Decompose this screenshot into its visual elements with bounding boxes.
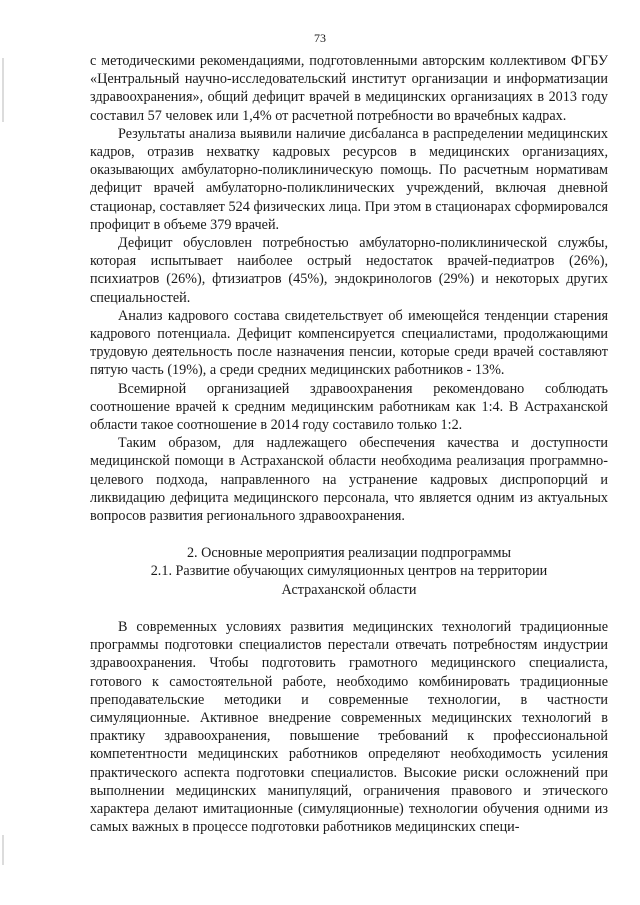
paragraph-who-ratio: Всемирной организацией здравоохранения рекомендовано соблюдать соотношение врачей к средним медицинским работникам как 1:4. В Астраханской области такое соотношение в 2014 году составило только 1:2. bbox=[90, 380, 608, 434]
paragraph-conclusion: Таким образом, для надлежащего обеспечения качества и доступности медицинской помощи в Астраханской области необходима реализация программно-целевого подхода, направленного на устранение кадровых диспропорций и ликвидацию дефицита медицинского персонала, что является одним из актуальных вопросов развития регионального здравоохранения. bbox=[90, 435, 608, 525]
document-body bbox=[90, 52, 608, 836]
page-number: 73 bbox=[314, 31, 326, 45]
scan-edge-mark-bottom bbox=[2, 835, 4, 865]
paragraph-continuation: с методическими рекомендациями, подготовленными авторским коллективом ФГБУ «Центральный научно-исследовательский институт организации и информатизации здравоохранения», общий дефицит врачей в медицинских организациях в 2013 году составил 57 человек или 1,4% от расчетной потребности во врачебных кадрах. bbox=[90, 53, 608, 124]
scan-edge-mark-top bbox=[2, 58, 4, 122]
subsection-heading-line-1: 2.1. Развитие обучающих симуляционных центров на территории bbox=[150, 563, 548, 580]
paragraph-analysis-results: Результаты анализа выявили наличие дисбаланса в распределении медицинских кадров, отразив нехватку кадровых ресурсов в медицинских организациях, оказывающих амбулаторно-поликлиническую помощь. По расчетным нормативам дефицит врачей амбулаторно-поликлинических учреждений, включая дневной стационар, составляет 524 физических лица. При этом в стационарах сформировался профицит в объеме 379 врачей. bbox=[90, 125, 608, 233]
subsection-heading-line-2: Астраханской области bbox=[281, 581, 417, 598]
paragraph-staff-aging: Анализ кадрового состава свидетельствует об имеющейся тенденции старения кадрового потенциала. Дефицит компенсируется специалистами, продолжающими трудовую деятельность после назначения пенсии, которые среди врачей составляют пятую часть (19%), а среди средних медицинских работников - 13%. bbox=[90, 307, 608, 379]
paragraph-simulation-training: В современных условиях развития медицинских технологий традиционные программы подготовки специалистов перестали отвечать потребностям индустрии здравоохранения. Чтобы подготовить грамотного медицинского специалиста, готового к самостоятельной работе, необходимо комбинировать традиционные преподавательские методики и современные технологии, в частности симуляционные. Активное внедрение современных медицинских технологий в практику здравоохранения, повышение требований к профессиональной компетентности медицинских работников определяют необходимость усиления практического аспекта подготовки специалистов. Высокие риски осложнений при выполнении медицинских манипуляций, ограничения правового и этического характера делают имитационные (симуляционные) технологии обучения одними из самых важных в процессе подготовки работников медицинских специ- bbox=[90, 618, 608, 836]
section-heading-block bbox=[90, 544, 608, 599]
paragraph-deficit-causes: Дефицит обусловлен потребностью амбулаторно-поликлинической службы, которая испытывает наиболее острый недостаток врачей-педиатров (26%), психиатров (26%), фтизиатров (45%), эндокринологов (29%) и некоторых других специальностей. bbox=[90, 235, 608, 306]
section-heading: 2. Основные мероприятия реализации подпрограммы bbox=[186, 545, 512, 562]
